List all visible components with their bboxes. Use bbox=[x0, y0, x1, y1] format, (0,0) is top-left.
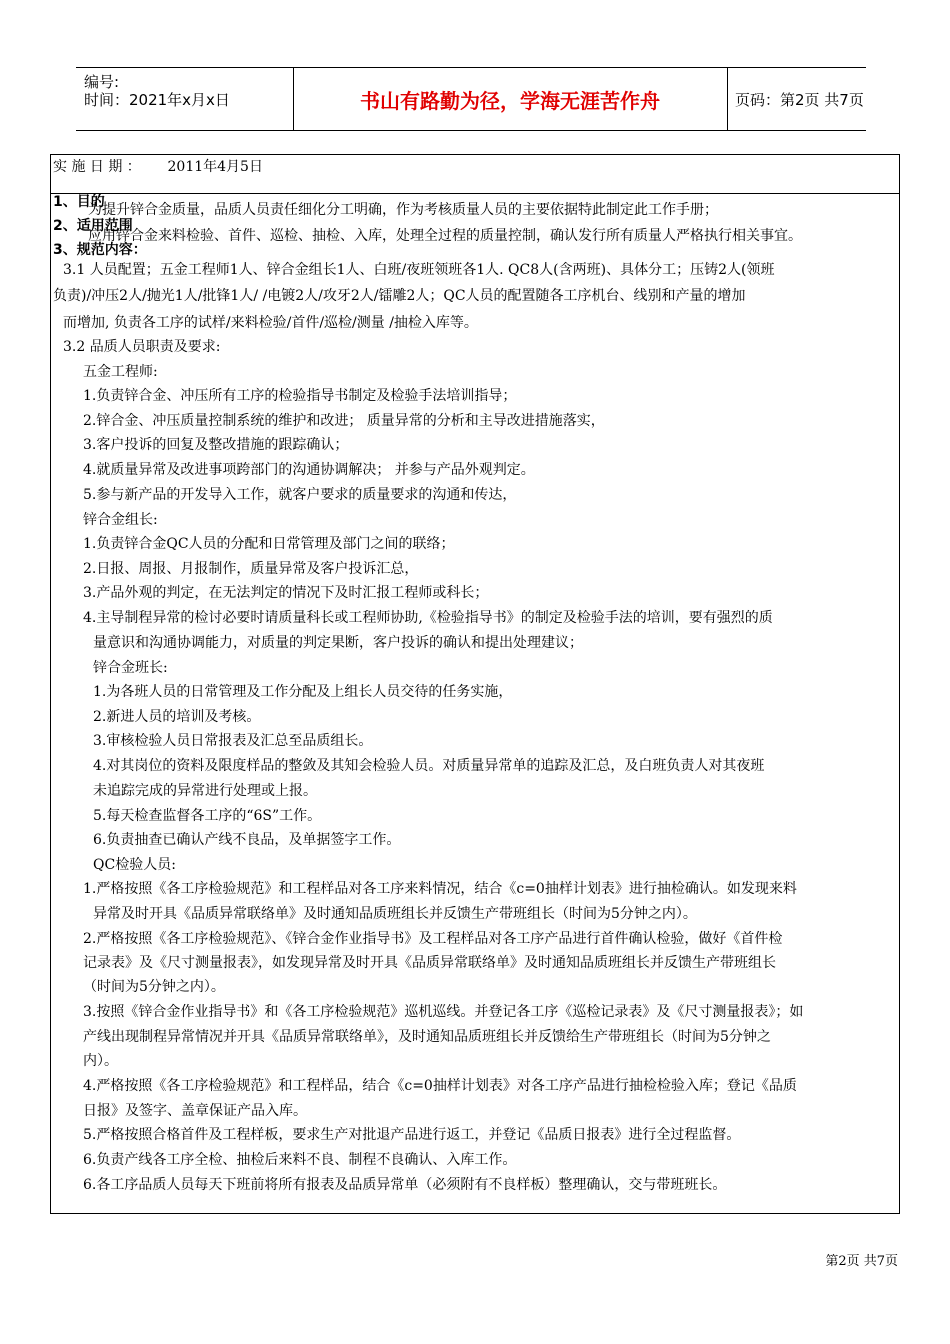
content-line: 五金工程师: bbox=[83, 364, 158, 380]
content-line: 4.主导制程异常的检讨必要时请质量科长或工程师协助,《检验指导书》的制定及检验手法的培训，要有强烈的质 bbox=[83, 610, 773, 626]
content-line: 3.2 品质人员职责及要求: bbox=[63, 339, 221, 355]
content-line: 记录表》及《尺寸测量报表》，如发现异常及时开具《品质异常联络单》及时通知品质班组长并反馈生产带班组长 bbox=[83, 955, 776, 971]
page-header bbox=[76, 67, 866, 131]
content-line: 6.负责抽查已确认产线不良品，及单据签字工作。 bbox=[93, 832, 401, 848]
content-line: 1.为各班人员的日常管理及工作分配及上组长人员交待的任务实施， bbox=[93, 684, 513, 700]
content-line: 负责)/冲压2人/抛光1人/批锋1人/ /电镀2人/攻牙2人/镭雕2人；QC人员的配置随各工序机台、线别和产量的增加 bbox=[53, 288, 746, 304]
purpose-text: 为提升锌合金质量，品质人员责任细化分工明确，作为考核质量人员的主要依据特此制定此工作手册； bbox=[88, 202, 718, 218]
content-line: 1.负责锌合金QC人员的分配和日常管理及部门之间的联络； bbox=[83, 536, 455, 552]
content-line: 5.每天检查监督各工序的“6S”工作。 bbox=[93, 808, 322, 824]
content-line: QC检验人员: bbox=[93, 857, 176, 873]
document-time-label: 时间：2021年x月x日 bbox=[84, 91, 230, 109]
content-line: 产线出现制程异常情况并开具《品质异常联络单》，及时通知品质班组长并反馈给生产带班组长（时间为5分钟之 bbox=[83, 1029, 771, 1045]
document-body bbox=[50, 154, 900, 1214]
section-purpose-heading: 1、目的 bbox=[53, 194, 105, 210]
header-motto: 书山有路勤为径，学海无涯苦作舟 bbox=[293, 68, 728, 130]
content-line: （时间为5分钟之内）。 bbox=[83, 979, 225, 995]
content-line: 3.按照《锌合金作业指导书》和《各工序检验规范》巡机巡线。并登记各工序《巡检记录表》及《尺寸测量报表》；如 bbox=[83, 1004, 804, 1020]
content-line: 锌合金班长: bbox=[93, 660, 168, 676]
content-line: 3.产品外观的判定，在无法判定的情况下及时汇报工程师或科长； bbox=[83, 585, 489, 601]
content-line: 4.对其岗位的资料及限度样品的整敛及其知会检验人员。对质量异常单的追踪及汇总，及白班负责人对其夜班 bbox=[93, 758, 765, 774]
content-line: 3.客户投诉的回复及整改措施的跟踪确认； bbox=[83, 437, 349, 453]
content-line: 量意识和沟通协调能力，对质量的判定果断，客户投诉的确认和提出处理建议； bbox=[93, 635, 583, 651]
content-line: 5.参与新产品的开发导入工作，就客户要求的质量要求的沟通和传达， bbox=[83, 487, 517, 503]
scope-text: 应用锌合金来料检验、首件、巡检、抽检、入库，处理全过程的质量控制，确认发行所有质量人严格执行相关事宜。 bbox=[88, 228, 802, 244]
content-line: 1.负责锌合金、冲压所有工序的检验指导书制定及检验手法培训指导； bbox=[83, 388, 517, 404]
content-line: 异常及时开具《品质异常联络单》及时通知品质班组长并反馈生产带班组长（时间为5分钟之内）。 bbox=[93, 906, 697, 922]
content-line: 2.锌合金、冲压质量控制系统的维护和改进； 质量异常的分析和主导改进措施落实， bbox=[83, 413, 605, 429]
document-number-label: 编号: bbox=[84, 73, 120, 91]
content-line: 3.审核检验人员日常报表及汇总至品质组长。 bbox=[93, 733, 373, 749]
content-line: 锌合金组长: bbox=[83, 512, 158, 528]
implementation-date: 实 施 日 期 ： 2011年4月5日 bbox=[53, 159, 263, 175]
content-line: 2.新进人员的培训及考核。 bbox=[93, 709, 261, 725]
content-line: 4.就质量异常及改进事项跨部门的沟通协调解决； 并参与产品外观判定。 bbox=[83, 462, 535, 478]
content-line: 未追踪完成的异常进行处理或上报。 bbox=[93, 783, 317, 799]
header-meta bbox=[76, 68, 294, 130]
content-line: 内）。 bbox=[83, 1053, 118, 1069]
section-content-heading: 3、规范内容： bbox=[53, 242, 147, 258]
header-page-number: 页码：第2页 共7页 bbox=[735, 90, 864, 109]
content-line: 2.严格按照《各工序检验规范》、《锌合金作业指导书》及工程样品对各工序产品进行首件确认检验，做好《首件检 bbox=[83, 931, 783, 947]
section-scope-heading: 2、适用范围 bbox=[53, 218, 133, 234]
content-line: 6.负责产线各工序全检、抽检后来料不良、制程不良确认、入库工作。 bbox=[83, 1152, 517, 1168]
content-line: 1.严格按照《各工序检验规范》和工程样品对各工序来料情况，结合《c=0抽样计划表》进行抽检确认。如发现来料 bbox=[83, 881, 797, 897]
content-line: 4.严格按照《各工序检验规范》和工程样品，结合《c=0抽样计划表》对各工序产品进行抽检检验入库；登记《品质 bbox=[83, 1078, 797, 1094]
content-line: 日报》及签字、盖章保证产品入库。 bbox=[83, 1103, 307, 1119]
content-line: 2.日报、周报、月报制作，质量异常及客户投诉汇总， bbox=[83, 561, 419, 577]
content-line: 3.1 人员配置；五金工程师1人、锌合金组长1人、白班/夜班领班各1人. QC8人(含两班)、具体分工；压铸2人(领班 bbox=[63, 262, 775, 278]
content-line: 而增加, 负责各工序的试样/来料检验/首件/巡检/测量 /抽检入库等。 bbox=[63, 315, 478, 331]
content-line: 6.各工序品质人员每天下班前将所有报表及品质异常单（必须附有不良样板）整理确认，交与带班班长。 bbox=[83, 1177, 727, 1193]
content-line: 5.严格按照合格首件及工程样板，要求生产对批退产品进行返工，并登记《品质日报表》进行全过程监督。 bbox=[83, 1127, 741, 1143]
divider bbox=[51, 193, 899, 194]
page-footer: 第2页 共7页 bbox=[825, 1254, 898, 1269]
